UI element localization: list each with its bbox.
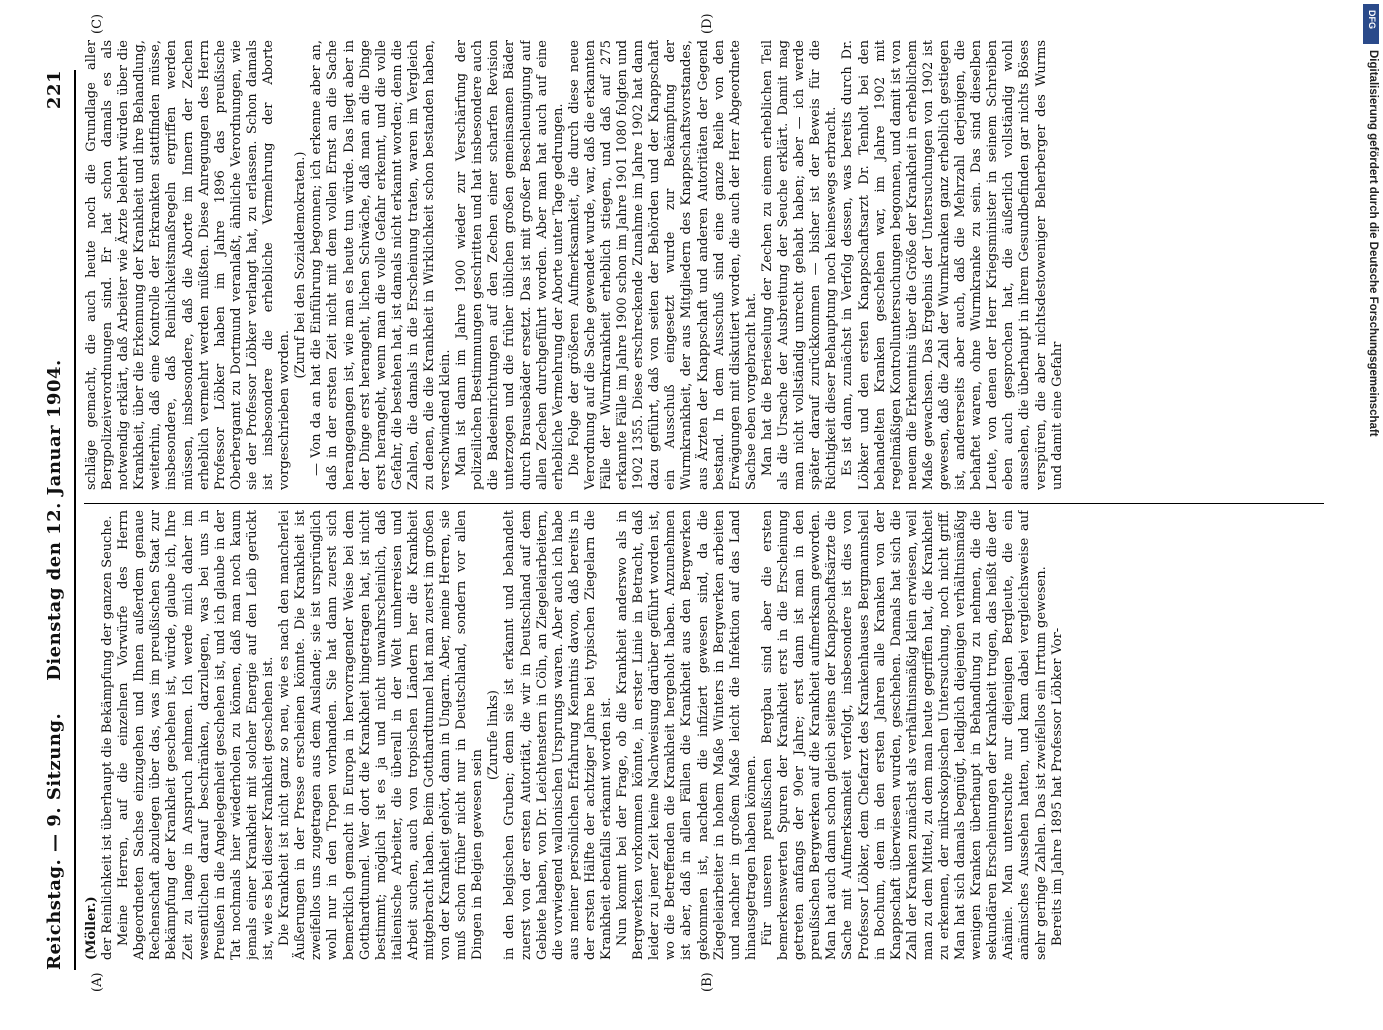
interjection: (Zurufe links) (486, 690, 502, 781)
paragraph: Meine Herren, auf die einzelnen Vorwürfe des Herrn Abgeordneten Sachse einzugehen und Ihnen außerdem genaue Rechenschaft abzulegen über das, was im preußischen Staat zur Bekämpfung der Krankheit geschehen ist, würde, glaube ich, Ihre Zeit zu lange in Anspruch nehmen. Ich werde mich daher im wesentlichen darauf beschränken, darzulegen, was bei uns in Preußen in die Angelegenheit geschehen ist, und ich glaube in der Tat nochmals hier wiederholen zu können, daß man noch kaum jemals einer Krankheit mit solcher Energie auf den Leib gerückt ist, wie es bei dieser Krankheit geschehen ist. (116, 510, 277, 960)
paragraph: Man ist dann im Jahre 1900 wieder zur Verschärfung der polizeilichen Bestimmungen geschritten und hat insbesondere auch die Badeeinrichtungen auf den Zechen einer scharfen Revision unterzogen und die früher üblichen großen gemeinsamen Bäder durch Brausebäder ersetzt. Das ist mit großer Beschleunigung auf allen Zechen durchgeführt worden. Aber man hat auch auf eine erhebliche Vermehrung der Aborte unter Tage gedrungen. (454, 40, 566, 490)
credit-strip (1361, 50, 1379, 990)
paragraph: schläge gemacht, die auch heute noch die Grundlage aller Bergpolizeiverordnungen sind. Er hat schon damals es als notwendig erklärt, daß Arbeiter wie Ärzte belehrt würden über die Krankheit, über die Erkennung der Krankheit und ihre Behandlung, weiterhin, daß eine Kontrolle der Erkrankten stattfinden müsse, insbesondere, daß Reinlichkeitsmaßregeln ergriffen werden müssen, insbesondere, daß die Aborte im Innern der Zechen erheblich vermehrt werden müßten. Diese Anregungen des Herrn Professor Löbker haben im Jahre 1896 das preußische Oberbergamt zu Dortmund veranlaßt, ähnliche Verordnungen, wie sie der Professor Löbker verlangt hat, zu erlassen. Schon damals ist insbesondere die erhebliche Vermehrung der Aborte vorgeschrieben worden. (84, 40, 293, 490)
marker-d: (D) (700, 13, 715, 34)
marker-b: (B) (700, 972, 715, 992)
column-left (84, 510, 1324, 960)
paragraph: Es ist dann, zunächst in Verfolg dessen, was bereits durch Dr. Löbker und den ersten Knappschaftsarzt Dr. Tenholt bei den behandelten Kranken geschehen war, im Jahre 1902 mit regelmäßigen Kontrolluntersuchungen begonnen, und damit ist von neuem die Erkenntnis über die Größe der Krankheit in erheblichem Maße gewachsen. Das Ergebnis der Untersuchungen von 1902 ist gewesen, daß die Zahl der Wurmkranken ganz erheblich gestiegen ist, andererseits aber auch, daß die Mehrzahl derjenigen, die behaftet waren, ohne Wurmkranke zu sein. Das sind dieselben Leute, von denen der Herr Kriegsminister in seinem Schreiben eben auch gesprochen hat, die äußerlich vollständig wohl aussehen, die überhaupt in ihrem Gesundbefinden gar nichts Böses verspüren, die aber nichtsdestoweniger Beherberger des Wurms und damit eine Gefahr (840, 40, 1065, 490)
paragraph: Die Krankheit ist nicht ganz so neu, wie es nach den mancherlei Äußerungen in der Presse erscheinen könnte. Die Krankheit ist zweifellos uns zugetragen aus dem Auslande; sie ist ursprünglich wohl nur in den Tropen vorhanden. Sie hat dann zuerst sich bemerklich gemacht in Europa in hervorragender Weise bei dem Gotthardtunnel. Wer dort die Krankheit hingetragen hat, ist nicht bestimmt; möglich ist es ja und nicht unwahrscheinlich, daß italienische Arbeiter, die überall in der Welt umherreisen und Arbeit suchen, auch von tropischen Ländern her die Krankheit mitgebracht haben. Beim Gotthardtunnel hat man zuerst im großen von der Krankheit gehört, dann in Ungarn. Aber, meine Herren, sie muß schon früher nicht nur in Deutschland, sondern vor allen Dingen in Belgien gewesen sein (277, 510, 486, 960)
page-number: 221 (44, 70, 65, 110)
dfg-logo (1363, 4, 1379, 44)
paragraph: Die Folge der größeren Aufmerksamkeit, die durch diese neue Verordnung auf die Sache gewendet wurde, war, daß die erkannten Fälle der Wurmkrankheit erheblich stiegen, und daß auf 275 erkannte Fälle im Jahre 1900 schon im Jahre 1901 1080 folgten und 1902 1355. Diese erschreckende Zunahme im Jahre 1902 hat dann dazu geführt, daß von seiten der Behörden und der Knappschaft ein Ausschuß eingesetzt wurde zur Bekämpfung der Wurmkrankheit, der aus Mitgliedern des Knappschaftsvorstandes, aus Ärzten der Knappschaft und anderen Autoritäten der Gegend bestand. In dem Ausschuß sind eine ganze Reihe von den Erwägungen mit diskutiert worden, die auch der Herr Abgeordnete Sachse eben vorgebracht hat. (566, 40, 759, 490)
paragraph: in den belgischen Gruben; denn sie ist erkannt und behandelt zuerst von der ersten Autorität, die wir in Deutschland auf dem Gebiete haben, von Dr. Leichtenstern in Cöln, an Ziegeleiarbeitern, die vorwiegend wallonischen Ursprungs waren. Aber auch ich habe aus meiner persönlichen Erfahrung Kenntnis davon, daß bereits in der ersten Hälfte der achtziger Jahre bei typischen Ziegelarn die Krankheit ebenfalls erkannt worden ist. (502, 510, 614, 960)
header-center: Dienstag den 12. Januar 1904. (44, 359, 65, 681)
column-right (84, 40, 1324, 490)
speaker-label: (Möller.) (84, 896, 99, 960)
paragraph: — Von da an hat die Einführung begonnen; ich erkenne aber an, daß in der ersten Zeit nicht mit dem vollen Ernst an die Sache herangegangen ist, wie man es heute tun würde. Das liegt aber in der Dinge erst herangeht, lichen Schwäche, daß man an die Dinge erst herangeht, wenn man die volle Gefahr erkennt, und die volle Gefahr, die bestehen hat, ist damals nicht erkannt worden; denn die Zahlen, die damals in die Erscheinung traten, waren im Vergleich zu denen, die die Krankheit in Wirklichkeit schon bestanden haben, verschwindend klein. (309, 40, 454, 490)
paragraph: der Reinlichkeit ist überhaupt die Bekämpfung der ganzen Seuche. (100, 515, 116, 960)
header-rule (74, 70, 76, 970)
paragraph: Für unseren preußischen Bergbau sind aber die ersten bemerkenswerten Spuren der Krankheit erst in die Erscheinung getreten anfangs der 90er Jahre; erst dann ist man in den preußischen Bergwerken auf die Krankheit aufmerksam geworden. Man hat auch dann schon gleich seitens der Knappschaftsärzte die Sache mit Aufmerksamkeit verfolgt, insbesondere ist dies von Professor Löbker, dem Chefarzt des Krankenhauses Bergmannsheil in Bochum, dem in den ersten Jahren alle Kranken von der Knappschaft überwiesen wurden, geschehen. Damals hat sich die Zahl der Kranken zunächst als verhältnismäßig klein erwiesen, weil man zu dem Mittel, zu dem man heute gegriffen hat, die Krankheit zu erkennen, der mikroskopischen Untersuchung, noch nicht griff. Man hat sich damals begnügt, lediglich diejenigen verhältnismäßig wenigen Kranken überhaupt in Behandlung zu nehmen, die die sekundären Erscheinungen der Krankheit trugen, das heißt die der Anämie. Man untersuchte nur diejenigen Bergleute, die ein anämisches Aussehen hatten, und kam dabei vergleichsweise auf sehr geringe Zahlen. Das ist zweifellos ein Irrtum gewesen. (759, 510, 1049, 960)
credit-text: Digitalisierung gefördert durch die Deutsche Forschungsgemeinschaft (1367, 50, 1379, 437)
header-left: Reichstag. — 9. Sitzung. (44, 712, 65, 970)
paragraph: Nun kommt bei der Frage, ob die Krankheit anderswo als in Bergwerken vorkommen könnte, in erster Linie in Betracht, daß leider zu jener Zeit keine Nachweisung darüber geführt worden ist, wo die Betreffenden die Krankheit hergeholt haben. Anzunehmen ist aber, daß in allen Fällen die Krankheit aus den Bergwerken gekommen ist, nachdem die infiziert gewesen sind, da die Ziegeleiarbeiter in hohem Maße Winters in Bergwerken arbeiten und nachher in großem Maße leicht die Infektion auf das Land hinausgetragen haben können. (615, 510, 759, 960)
marker-a: (A) (90, 972, 105, 992)
interjection: (Zuruf bei den Sozialdemokraten.) (293, 151, 309, 379)
paragraph: Man hat die Berieselung der Zechen zu einem erheblichen Teil als die Ursache der Ausbreitung der Seuche erklärt. Damit mag man nicht vollständig unrecht gehabt haben; aber — ich werde später darauf zurückkommen — bisher ist der Beweis für die Richtigkeit dieser Behauptung noch keineswegs erbracht. (759, 40, 840, 490)
column-divider (84, 503, 1324, 504)
marker-c: (C) (90, 13, 105, 34)
dfg-logo-text: DFG (1367, 10, 1377, 29)
page-header (44, 70, 74, 970)
paragraph: Bereits im Jahre 1895 hat Professor Löbker Vor- (1049, 627, 1065, 946)
